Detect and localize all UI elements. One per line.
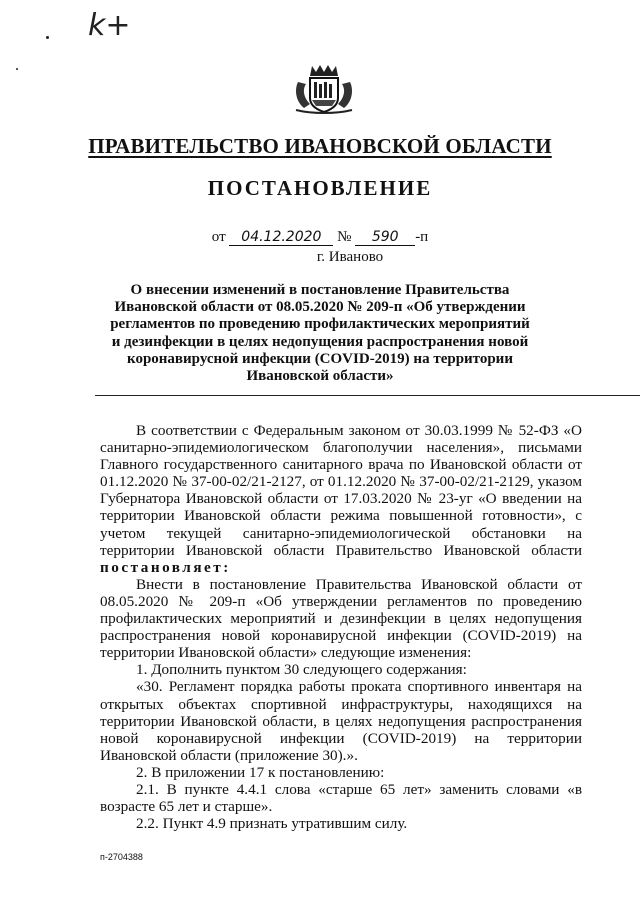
document-footer-code: п-2704388 bbox=[100, 852, 143, 862]
body-paragraph: «30. Регламент порядка работы проката спортивного инвентаря на открытых объектах спортивной инфраструктуры, находящихся на территории Ивановской области, в целях недопущения распространения новой коронавирусной инфекции (COVID-2019) на территории Ивановской области (приложение 30).». bbox=[100, 678, 582, 764]
number-label: № bbox=[337, 229, 352, 245]
document-type-heading: ПОСТАНОВЛЕНИЕ bbox=[207, 176, 433, 200]
body-paragraph: Внести в постановление Правительства Ивановской области от 08.05.2020 № 209-п «Об утверждении регламентов по проведению профилактических мероприятий и дезинфекции в целях недопущения распространения новой коронавирусной инфекции (COVID-2019) на территории Ивановской области» следующие изменения: bbox=[100, 575, 582, 662]
body-paragraph-text: В соответствии с Федеральным законом от 30.03.1999 № 52-ФЗ «О санитарно-эпидемиологическом благополучии населения», письмами Главного государственного санитарного врача по Ивановской области от 01.12.2020 № 37-00-02/21-2127, от 01.12.2020 № 37-00-02/21-2129, указом Губернатора Ивановской области от 17.03.2020 № 23-уг «О введении на территории Ивановской области режима повышенной готовности», с учетом текущей санитарно-эпидемиологической обстановки на территории Ивановской области Правительство Ивановской области bbox=[100, 422, 582, 559]
date-from-label: от bbox=[211, 229, 226, 245]
body-paragraph: 2.1. В пункте 4.4.1 слова «старше 65 лет» заменить словами «в возрасте 65 лет и старше». bbox=[100, 780, 582, 816]
body-paragraph: 2. В приложении 17 к постановлению: bbox=[136, 763, 385, 781]
government-title: ПРАВИТЕЛЬСТВО ИВАНОВСКОЙ ОБЛАСТИ bbox=[88, 134, 552, 158]
handwritten-mark: k+ bbox=[88, 8, 131, 43]
decree-number: 590 bbox=[355, 229, 415, 246]
decree-subject: О внесении изменений в постановление Правительства Ивановской области от 08.05.2020 № 209-п «Об утверждении регламентов по проведению профилактических мероприятий и дезинфекции в целях недопущения распространения новой коронавирусной инфекции (COVID-2019) на территории Ивановской области» bbox=[110, 282, 530, 385]
number-suffix: -п bbox=[415, 229, 429, 245]
decree-body bbox=[100, 422, 582, 832]
ink-dot bbox=[46, 36, 49, 39]
city-line: г. Иваново bbox=[316, 249, 384, 265]
body-paragraph: 1. Дополнить пунктом 30 следующего содержания: bbox=[136, 661, 467, 679]
ink-dot bbox=[16, 68, 18, 70]
coat-of-arms-emblem bbox=[292, 62, 356, 114]
decree-date: 04.12.2020 bbox=[229, 229, 333, 246]
date-number-line bbox=[0, 229, 640, 246]
decree-word: постановляет: bbox=[100, 558, 231, 576]
body-paragraph: 2.2. Пункт 4.9 признать утратившим силу. bbox=[136, 815, 408, 833]
separator-rule bbox=[95, 395, 640, 396]
body-paragraph bbox=[100, 422, 582, 576]
